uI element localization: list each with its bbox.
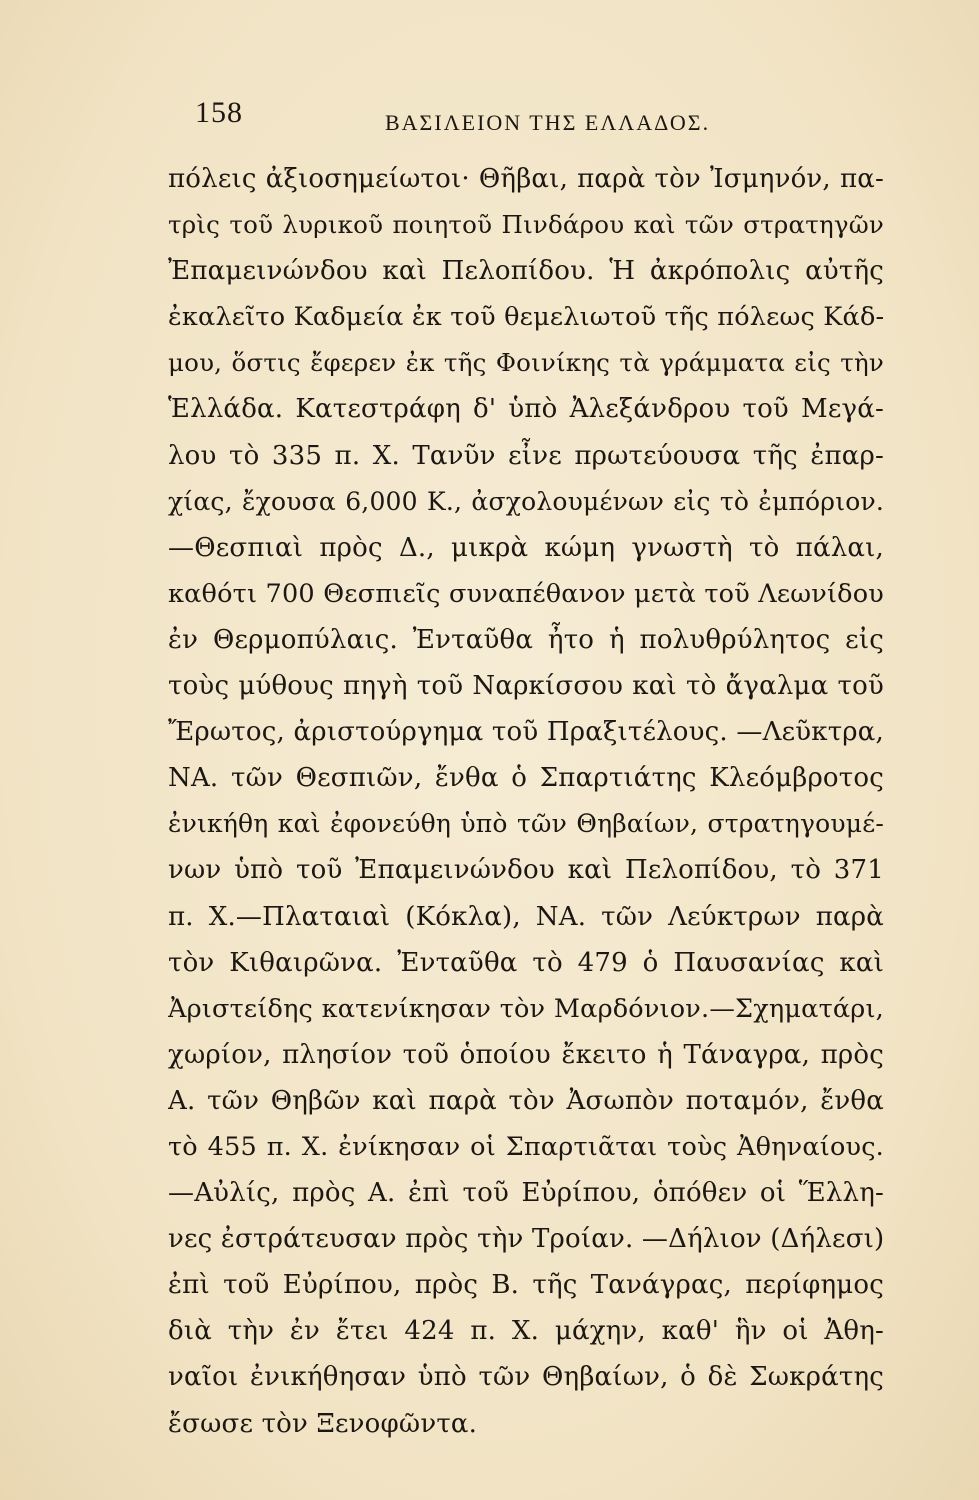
- text-line: Ἑλλάδα. Κατεστράφη δ' ὑπὸ Ἀλεξάνδρου τοῦ Μεγά-: [168, 394, 884, 425]
- text-line: ἐν Θερμοπύλαις. Ἐνταῦθα ἦτο ἡ πολυθρύλητος εἰς: [168, 624, 884, 655]
- text-line: τρὶς τοῦ λυρικοῦ ποιητοῦ Πινδάρου καὶ τῶν στρατηγῶν: [168, 210, 884, 240]
- text-line: π. Χ.—Πλαταιαὶ (Κόκλα), ΝΑ. τῶν Λεύκτρων παρὰ: [168, 901, 884, 932]
- text-line: μου, ὅστις ἔφερεν ἐκ τῆς Φοινίκης τὰ γράμματα εἰς τὴν: [168, 348, 884, 378]
- text-line: ἐνικήθη καὶ ἐφονεύθη ὑπὸ τῶν Θηβαίων, στρατηγουμέ-: [168, 809, 884, 839]
- text-line: —Αὐλίς, πρὸς Α. ἐπὶ τοῦ Εὐρίπου, ὁπόθεν οἱ Ἕλλη-: [168, 1178, 884, 1209]
- text-line: νων ὑπὸ τοῦ Ἐπαμεινώνδου καὶ Πελοπίδου, τὸ 371: [168, 855, 884, 886]
- text-line: πόλεις ἀξιοσημείωτοι· Θῆβαι, παρὰ τὸν Ἰσμηνόν, πα-: [168, 164, 884, 194]
- text-line: τὸν Κιθαιρῶνα. Ἐνταῦθα τὸ 479 ὁ Παυσανίας καὶ: [168, 947, 884, 978]
- text-line: διὰ τὴν ἐν ἔτει 424 π. Χ. μάχην, καθ' ἣν οἱ Ἀθη-: [168, 1316, 884, 1347]
- text-line: Ἔρωτος, ἀριστούργημα τοῦ Πραξιτέλους. —Λεῦκτρα,: [168, 717, 884, 748]
- text-line: ΝΑ. τῶν Θεσπιῶν, ἔνθα ὁ Σπαρτιάτης Κλεόμβροτος: [168, 763, 884, 794]
- page-number: 158: [195, 96, 243, 129]
- text-line: τὸ 455 π. Χ. ἐνίκησαν οἱ Σπαρτιᾶται τοὺς Ἀθηναίους.: [168, 1131, 884, 1162]
- text-line: τοὺς μύθους πηγὴ τοῦ Ναρκίσσου καὶ τὸ ἄγαλμα τοῦ: [168, 671, 884, 702]
- text-line: ἔσωσε τὸν Ξενοφῶντα.: [168, 1408, 478, 1439]
- text-line: χωρίον, πλησίον τοῦ ὁποίου ἔκειτο ἡ Τάναγρα, πρὸς: [168, 1039, 884, 1070]
- text-line: —Θεσπιαὶ πρὸς Δ., μικρὰ κώμη γνωστὴ τὸ πάλαι,: [168, 532, 884, 563]
- text-line: ἐπὶ τοῦ Εὐρίπου, πρὸς Β. τῆς Τανάγρας, περίφημος: [168, 1270, 884, 1301]
- page-header: [195, 96, 895, 140]
- text-line: Α. τῶν Θηβῶν καὶ παρὰ τὸν Ἀσωπὸν ποταμόν, ἔνθα: [168, 1085, 884, 1116]
- text-line: καθότι 700 Θεσπιεῖς συναπέθανον μετὰ τοῦ Λεωνίδου: [168, 578, 884, 609]
- text-line: ναῖοι ἐνικήθησαν ὑπὸ τῶν Θηβαίων, ὁ δὲ Σωκράτης: [168, 1362, 884, 1393]
- text-line: ἐκαλεῖτο Καδμεία ἐκ τοῦ θεμελιωτοῦ τῆς πόλεως Κάδ-: [168, 302, 884, 333]
- body-text: [168, 156, 884, 1447]
- text-line: νες ἐστράτευσαν πρὸς τὴν Τροίαν. —Δήλιον (Δήλεσι): [168, 1224, 884, 1255]
- text-line: Ἐπαμεινώνδου καὶ Πελοπίδου. Ἡ ἀκρόπολις αὐτῆς: [168, 256, 884, 287]
- text-line: λου τὸ 335 π. Χ. Τανῦν εἶνε πρωτεύουσα τῆς ἐπαρ-: [168, 440, 884, 471]
- text-line: Ἀριστείδης κατενίκησαν τὸν Μαρδόνιον.—Σχηματάρι,: [168, 993, 884, 1024]
- running-title: ΒΑΣΙΛΕΙΟΝ ΤΗΣ ΕΛΛΑΔΟΣ.: [385, 110, 711, 135]
- text-line: χίας, ἔχουσα 6,000 Κ., ἀσχολουμένων εἰς τὸ ἐμπόριον.: [168, 486, 884, 516]
